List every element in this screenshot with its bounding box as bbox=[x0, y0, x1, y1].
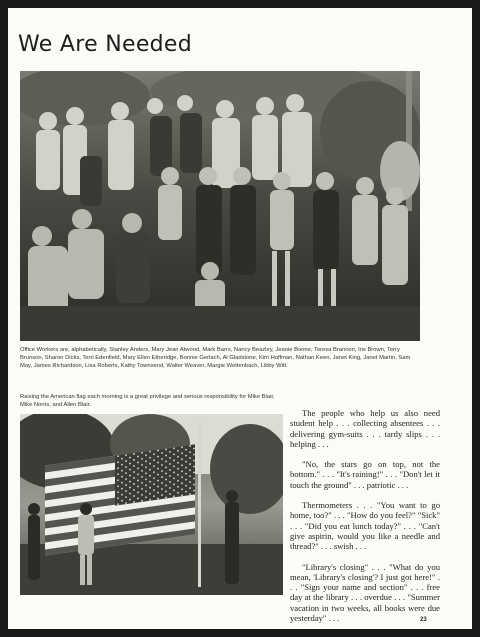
page-number: 23 bbox=[420, 617, 427, 623]
flag-photo-caption: Raising the American flag each morning is a great privilege and serious responsibility for Mike Blair, Mike Norris, and Allen Blair. bbox=[20, 394, 275, 409]
article-body bbox=[290, 408, 440, 633]
office-workers-group-photo bbox=[20, 71, 420, 341]
article-paragraph: Thermometers . . . "You want to go home, too?" . . . "How do you feel?" "Sick" . . . "Did you eat lunch today?" . . . "Can't give aspirin, would you like a needle and thread?" . . . swish . . . bbox=[290, 500, 440, 552]
article-paragraph: "Library's closing" . . . "What do you mean, 'Library's closing'? I just got here!" . . . "Sign your name and section" . . . free day at the library . . . overdue . . . "Summer vacation in two weeks, all books were due yesterday" . . . bbox=[290, 561, 440, 624]
flag-raising-photo bbox=[20, 414, 283, 595]
article-paragraph: "No, the stars go on top, not the bottom." . . . "It's raining!" . . . "Don't let it touch the ground" . . . patriotic . . . bbox=[290, 459, 440, 490]
office-workers-caption: Office Workers are, alphabetically, Stanley Anders, Mary Jean Atwood, Mark Barrs, Nancy Beazley, Jeanie Boone, Teresa Brannon, Iris Brown, Terry Brunson, Sharon Dicks, Terri Edenfield, Mary Ellen Etheridge, Bonnie Gerlach, Al Gladstone, Kim Hoffman, Nathan Keen, Janet King, Janet Martin, Sam May, James Richardson, Lisa Roberts, Kathy Townsend, Walter Weaver, Margie Wettenbach, Libby Witt. bbox=[20, 347, 411, 370]
page-title: We Are Needed bbox=[18, 32, 193, 57]
article-paragraph: The people who help us also need student help . . . collecting absentees . . . delivering gym-suits . . . tardy slips . . . helping . . . bbox=[290, 408, 440, 449]
yearbook-page bbox=[8, 8, 472, 629]
